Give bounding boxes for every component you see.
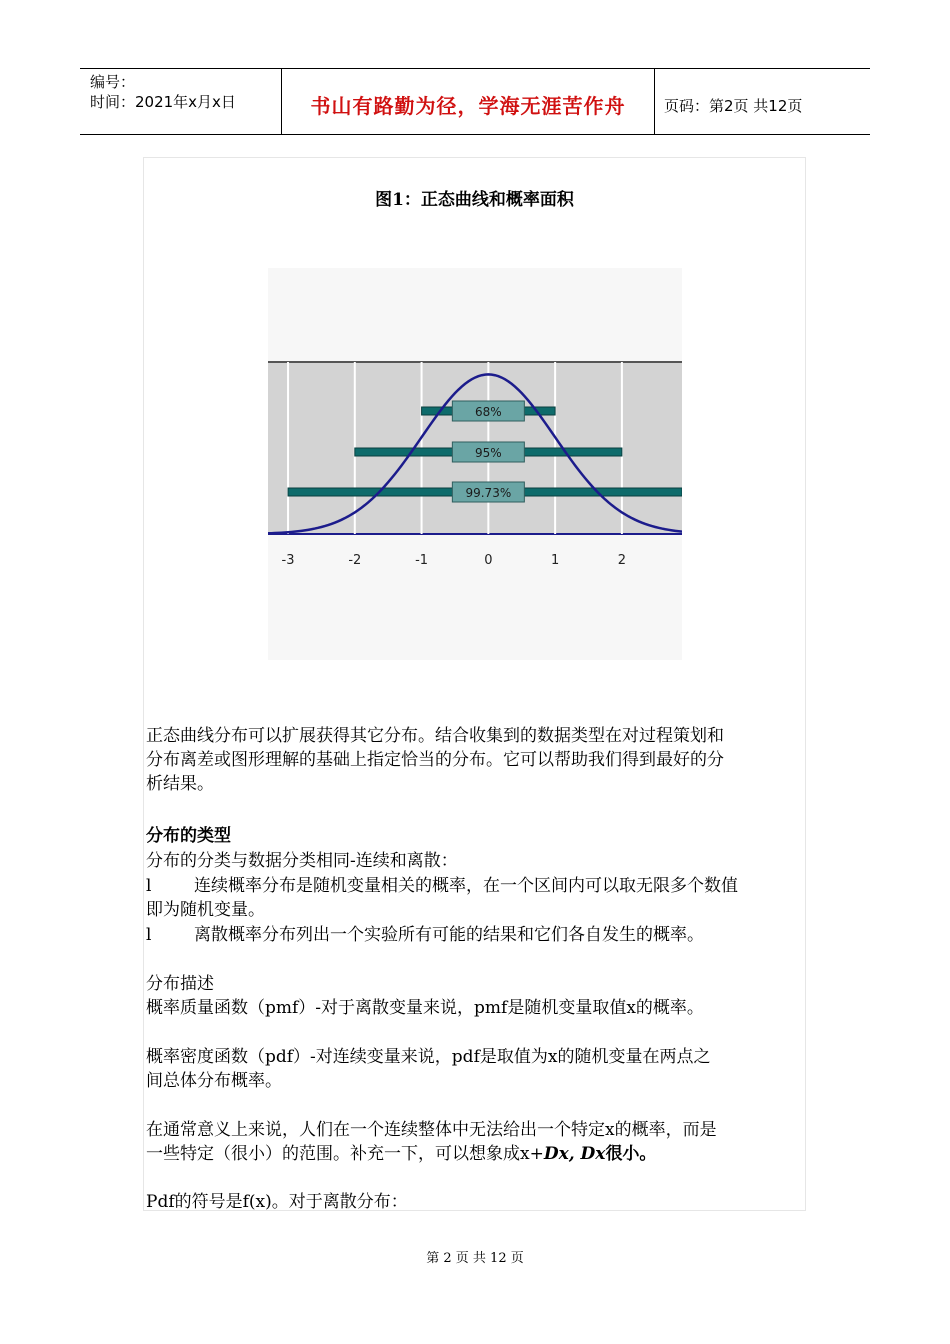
paragraph-pdf-symbol: Pdf的符号是f(x)。对于离散分布： <box>146 1192 408 1212</box>
text-line <box>146 1142 806 1166</box>
header-bottom-rule <box>80 134 870 135</box>
bullet-mark: l <box>146 925 152 945</box>
x-tick-label: 0 <box>484 553 493 568</box>
bullet-mark: l <box>146 876 152 896</box>
bullet-item-discrete <box>146 923 806 947</box>
text-line: 即为随机变量。 <box>146 900 265 920</box>
paragraph-continuous-note <box>146 1118 806 1166</box>
x-tick-label: 1 <box>550 553 560 568</box>
header-divider-right <box>654 68 655 135</box>
figure-title: 图1：正态曲线和概率面积 <box>375 190 574 210</box>
header-page-info: 页码：第2页 共12页 <box>664 97 803 115</box>
normal-curve-chart <box>268 268 682 660</box>
header-number-label: 编号： <box>90 73 136 91</box>
header-motto: 书山有路勤为径，学海无涯苦作舟 <box>310 94 626 118</box>
x-tick-label: -2 <box>348 553 362 568</box>
bullet-item-continuous <box>146 874 806 922</box>
x-tick-label: -1 <box>415 553 429 568</box>
paragraph-intro <box>146 724 806 796</box>
text-line: 分布离差或图形理解的基础上指定恰当的分布。它可以帮助我们得到最好的分 <box>146 750 724 770</box>
paragraph-pmf: 概率质量函数（pmf）-对于离散变量来说，pmf是随机变量取值x的概率。 <box>146 998 704 1018</box>
header-time: 时间：2021年x月x日 <box>90 93 236 111</box>
header-top-rule <box>80 68 870 69</box>
bullet-text: 离散概率分布列出一个实验所有可能的结果和它们各自发生的概率。 <box>194 925 704 945</box>
interval-label: 95% <box>475 446 502 460</box>
text-span: 很小。 <box>605 1144 657 1164</box>
dx-symbol: Dx, Dx <box>543 1144 606 1164</box>
paragraph-types: 分布的分类与数据分类相同-连续和离散： <box>146 851 458 871</box>
text-line: 正态曲线分布可以扩展获得其它分布。结合收集到的数据类型在对过程策划和 <box>146 726 724 746</box>
text-span: 一些特定（很小）的范围。补充一下，可以想象成x+ <box>146 1144 544 1164</box>
paragraph-pdf <box>146 1045 806 1093</box>
text-line: 在通常意义上来说，人们在一个连续整体中无法给出一个特定x的概率，而是 <box>146 1120 717 1140</box>
text-line: 间总体分布概率。 <box>146 1071 282 1091</box>
bullet-text: 连续概率分布是随机变量相关的概率，在一个区间内可以取无限多个数值 <box>194 876 738 896</box>
interval-label: 68% <box>475 405 502 419</box>
paragraph-description-heading: 分布描述 <box>146 974 214 994</box>
text-line: 概率密度函数（pdf）-对连续变量来说，pdf是取值为x的随机变量在两点之 <box>146 1047 711 1067</box>
text-line: 析结果。 <box>146 774 214 794</box>
page-footer: 第 2 页 共 12 页 <box>426 1251 524 1266</box>
x-tick-label: -3 <box>281 553 295 568</box>
x-tick-label: 2 <box>617 553 627 568</box>
section-title: 分布的类型 <box>146 826 231 846</box>
interval-label: 99.73% <box>465 486 512 500</box>
